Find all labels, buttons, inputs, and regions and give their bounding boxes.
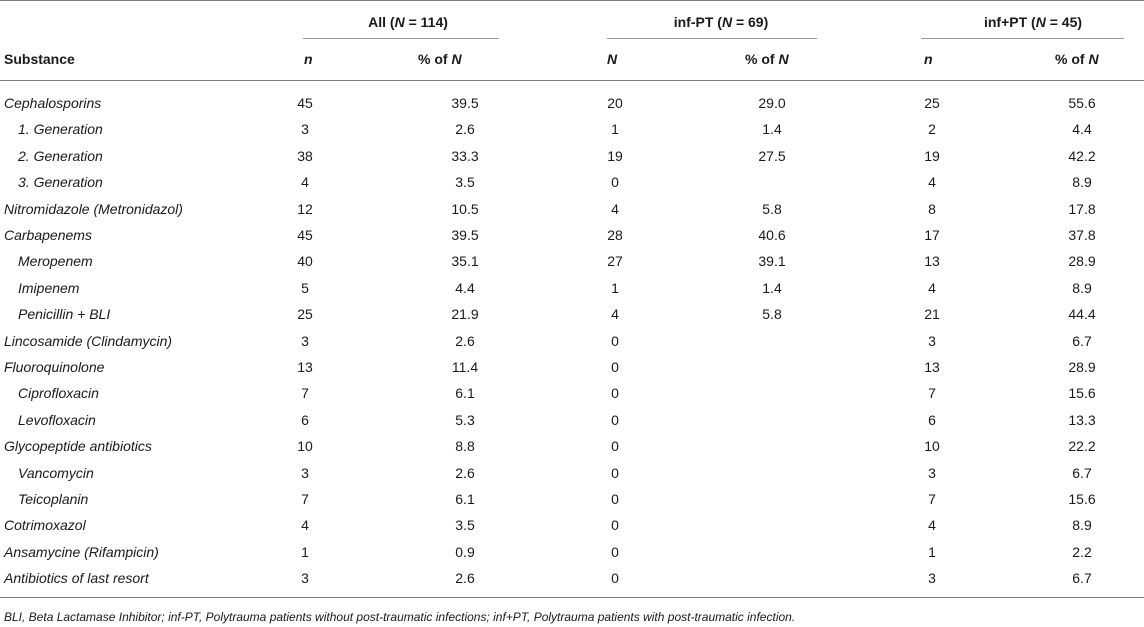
- col-header-substance: Substance: [4, 51, 75, 67]
- footnote: BLI, Beta Lactamase Inhibitor; inf-PT, Polytrauma patients without post-traumatic infections; inf+PT, Polytrauma patients with post-traumatic infection.: [4, 610, 796, 624]
- cell-substance: 2. Generation: [18, 148, 103, 164]
- cell-inf-minus-pct: 5.8: [762, 306, 782, 322]
- cell-all-n: 45: [297, 95, 313, 111]
- cell-all-pct: 6.1: [455, 491, 475, 507]
- cell-all-pct: 21.9: [451, 306, 479, 322]
- group-header-all: All (N = 114): [368, 14, 448, 30]
- cell-inf-plus-pct: 6.7: [1072, 465, 1092, 481]
- cell-substance: Lincosamide (Clindamycin): [4, 333, 173, 349]
- cell-inf-plus-n: 2: [928, 121, 936, 137]
- cell-all-n: 3: [301, 121, 309, 137]
- cell-inf-plus-pct: 15.6: [1068, 491, 1096, 507]
- cell-all-pct: 3.5: [455, 517, 475, 533]
- cell-all-pct: 2.6: [455, 570, 475, 586]
- group-underline-inf-minus: [607, 38, 817, 39]
- cell-substance: Teicoplanin: [18, 491, 89, 507]
- cell-inf-plus-n: 3: [928, 333, 936, 349]
- cell-all-n: 4: [301, 174, 309, 190]
- bottom-rule: [0, 597, 1144, 598]
- cell-inf-plus-pct: 4.4: [1072, 121, 1092, 137]
- cell-inf-plus-n: 17: [924, 227, 940, 243]
- cell-substance: Ansamycine (Rifampicin): [4, 544, 159, 560]
- cell-all-pct: 8.8: [455, 438, 475, 454]
- cell-substance: 3. Generation: [18, 174, 103, 190]
- cell-inf-plus-n: 3: [928, 465, 936, 481]
- cell-inf-plus-pct: 44.4: [1068, 306, 1096, 322]
- cell-inf-plus-pct: 55.6: [1068, 95, 1096, 111]
- cell-inf-plus-n: 21: [924, 306, 940, 322]
- cell-inf-minus-pct: 39.1: [758, 253, 786, 269]
- cell-all-pct: 35.1: [451, 253, 479, 269]
- cell-all-pct: 39.5: [451, 227, 479, 243]
- cell-all-pct: 11.4: [451, 359, 479, 375]
- cell-inf-plus-n: 6: [928, 412, 936, 428]
- cell-inf-plus-n: 4: [928, 174, 936, 190]
- cell-inf-minus-n: 0: [611, 465, 619, 481]
- cell-all-n: 3: [301, 570, 309, 586]
- group-underline-all: [303, 38, 499, 39]
- cell-inf-plus-n: 10: [924, 438, 940, 454]
- cell-substance: Fluoroquinolone: [4, 359, 105, 375]
- cell-substance: Ciprofloxacin: [18, 385, 99, 401]
- cell-all-n: 45: [297, 227, 313, 243]
- cell-all-n: 10: [297, 438, 313, 454]
- cell-substance: Carbapenems: [4, 227, 92, 243]
- cell-all-n: 3: [301, 465, 309, 481]
- cell-all-pct: 4.4: [455, 280, 475, 296]
- cell-substance: Imipenem: [18, 280, 80, 296]
- cell-inf-minus-n: 1: [611, 121, 619, 137]
- cell-all-n: 12: [297, 201, 313, 217]
- cell-inf-plus-pct: 6.7: [1072, 333, 1092, 349]
- col-header-inf-plus-pct: % of N: [1055, 51, 1099, 67]
- cell-inf-plus-pct: 28.9: [1068, 359, 1096, 375]
- cell-inf-plus-pct: 42.2: [1068, 148, 1096, 164]
- cell-inf-plus-pct: 8.9: [1072, 174, 1092, 190]
- cell-inf-plus-pct: 8.9: [1072, 517, 1092, 533]
- cell-substance: 1. Generation: [18, 121, 103, 137]
- cell-inf-plus-n: 7: [928, 491, 936, 507]
- cell-all-n: 3: [301, 333, 309, 349]
- cell-inf-plus-pct: 37.8: [1068, 227, 1096, 243]
- cell-all-n: 38: [297, 148, 313, 164]
- cell-inf-plus-n: 25: [924, 95, 940, 111]
- cell-inf-plus-pct: 2.2: [1072, 544, 1092, 560]
- cell-all-pct: 0.9: [455, 544, 475, 560]
- cell-substance: Nitromidazole (Metronidazol): [4, 201, 183, 217]
- cell-inf-minus-n: 28: [607, 227, 623, 243]
- cell-all-pct: 3.5: [455, 174, 475, 190]
- cell-inf-minus-n: 0: [611, 412, 619, 428]
- cell-inf-minus-n: 0: [611, 491, 619, 507]
- cell-inf-plus-n: 8: [928, 201, 936, 217]
- cell-inf-plus-pct: 22.2: [1068, 438, 1096, 454]
- cell-inf-minus-n: 27: [607, 253, 623, 269]
- cell-substance: Vancomycin: [18, 465, 94, 481]
- cell-inf-minus-pct: 40.6: [758, 227, 786, 243]
- cell-inf-plus-n: 19: [924, 148, 940, 164]
- cell-inf-minus-pct: 1.4: [762, 121, 782, 137]
- cell-all-n: 13: [297, 359, 313, 375]
- col-header-inf-minus-n: N: [607, 51, 618, 67]
- col-header-all-pct: % of N: [418, 51, 462, 67]
- cell-inf-minus-pct: 1.4: [762, 280, 782, 296]
- cell-substance: Cephalosporins: [4, 95, 102, 111]
- cell-inf-minus-n: 0: [611, 438, 619, 454]
- cell-inf-plus-n: 7: [928, 385, 936, 401]
- top-rule: [0, 0, 1144, 1]
- cell-all-n: 40: [297, 253, 313, 269]
- cell-inf-plus-pct: 13.3: [1068, 412, 1096, 428]
- cell-inf-minus-n: 19: [607, 148, 623, 164]
- cell-substance: Penicillin + BLI: [18, 306, 111, 322]
- cell-inf-plus-pct: 15.6: [1068, 385, 1096, 401]
- cell-inf-plus-n: 4: [928, 517, 936, 533]
- cell-inf-plus-pct: 17.8: [1068, 201, 1096, 217]
- cell-inf-minus-n: 0: [611, 544, 619, 560]
- cell-all-pct: 2.6: [455, 465, 475, 481]
- cell-all-pct: 33.3: [451, 148, 479, 164]
- cell-substance: Cotrimoxazol: [4, 517, 86, 533]
- cell-inf-minus-n: 0: [611, 359, 619, 375]
- cell-inf-minus-pct: 29.0: [758, 95, 786, 111]
- group-header-inf-minus: inf-PT (N = 69): [673, 14, 769, 30]
- cell-inf-minus-n: 0: [611, 517, 619, 533]
- cell-all-pct: 5.3: [455, 412, 475, 428]
- cell-inf-minus-n: 0: [611, 385, 619, 401]
- cell-inf-plus-n: 1: [928, 544, 936, 560]
- cell-all-n: 5: [301, 280, 309, 296]
- cell-substance: Antibiotics of last resort: [4, 570, 149, 586]
- cell-inf-minus-n: 0: [611, 570, 619, 586]
- col-header-inf-minus-pct: % of N: [745, 51, 789, 67]
- cell-all-pct: 6.1: [455, 385, 475, 401]
- cell-all-pct: 10.5: [451, 201, 479, 217]
- cell-inf-minus-n: 1: [611, 280, 619, 296]
- cell-all-n: 4: [301, 517, 309, 533]
- cell-inf-minus-pct: 5.8: [762, 201, 782, 217]
- cell-inf-plus-pct: 8.9: [1072, 280, 1092, 296]
- cell-inf-plus-pct: 28.9: [1068, 253, 1096, 269]
- cell-inf-minus-n: 20: [607, 95, 623, 111]
- cell-substance: Glycopeptide antibiotics: [4, 438, 152, 454]
- cell-inf-plus-n: 13: [924, 359, 940, 375]
- cell-all-n: 7: [301, 385, 309, 401]
- col-header-all-n: n: [304, 51, 313, 67]
- cell-inf-plus-n: 3: [928, 570, 936, 586]
- cell-all-pct: 39.5: [451, 95, 479, 111]
- cell-all-n: 1: [301, 544, 309, 560]
- cell-substance: Meropenem: [18, 253, 93, 269]
- cell-inf-minus-n: 4: [611, 306, 619, 322]
- cell-inf-minus-pct: 27.5: [758, 148, 786, 164]
- cell-all-pct: 2.6: [455, 121, 475, 137]
- cell-all-n: 7: [301, 491, 309, 507]
- cell-inf-minus-n: 0: [611, 333, 619, 349]
- header-rule: [0, 80, 1144, 81]
- cell-inf-plus-pct: 6.7: [1072, 570, 1092, 586]
- cell-inf-plus-n: 4: [928, 280, 936, 296]
- cell-substance: Levofloxacin: [18, 412, 96, 428]
- cell-inf-minus-n: 0: [611, 174, 619, 190]
- cell-inf-plus-n: 13: [924, 253, 940, 269]
- cell-all-n: 25: [297, 306, 313, 322]
- cell-inf-minus-n: 4: [611, 201, 619, 217]
- cell-all-n: 6: [301, 412, 309, 428]
- col-header-inf-plus-n: n: [924, 51, 933, 67]
- group-underline-inf-plus: [921, 38, 1124, 39]
- group-header-inf-plus: inf+PT (N = 45): [983, 14, 1083, 30]
- cell-all-pct: 2.6: [455, 333, 475, 349]
